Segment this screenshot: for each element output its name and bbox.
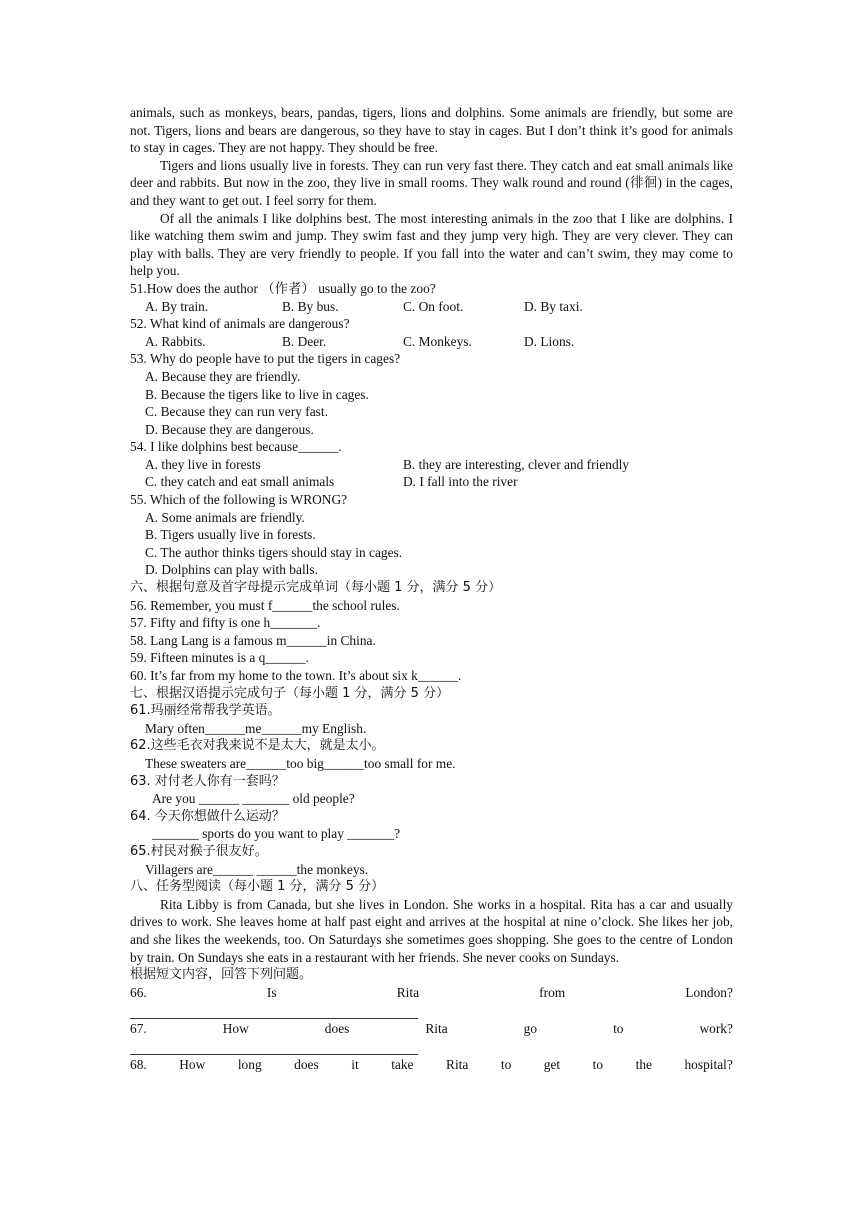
passage-paragraph-2: Tigers and lions usually live in forests. They can run very fast there. They catch and eat small animals like deer and rabbits. But now in the zoo, they live in small rooms. They walk round and round (徘徊) in the cages, and they want to get out. I feel sorry for them. [130,157,733,208]
q67-word: work? [699,1020,733,1036]
section-8-instruction: 根据短文内容，回答下列问题。 [130,967,313,983]
option-d[interactable]: D. Dolphins can play with balls. [145,562,318,578]
question-52-options [130,333,733,351]
option-d[interactable]: D. Because they are dangerous. [145,421,314,437]
option-b[interactable]: B. they are interesting, clever and friendly [403,456,630,472]
q67-word: How [222,1020,249,1036]
option-a[interactable]: A. By train. [145,298,209,314]
question-65-sentence: Villagers are______ ______the monkeys. [145,861,369,877]
option-b[interactable]: B. By bus. [282,298,339,314]
question-58: 58. Lang Lang is a famous m______in China. [130,632,376,648]
q68-word: to [592,1057,604,1073]
q68-word: long [237,1057,262,1073]
q66-word: 66. [130,984,147,1000]
q67-word: to [613,1020,624,1036]
section-8-passage: Rita Libby is from Canada, but she lives in London. She works in a hospital. Rita has a car and usually drives to work. She leaves home at half past eight and arrives at the hospital at nine o’clock. She likes her job, and she likes the weekends, too. On Saturdays she sometimes goes shopping. She goes to the centre of London by train. On Sundays she eats in a restaurant with her friends. She never cooks on Sundays. [130,896,733,965]
q66-word: London? [685,984,733,1000]
question-66 [130,984,733,1002]
q67-word: go [523,1020,538,1036]
question-51-stem: 51.How does the author （作者） usually go to the zoo? [130,280,436,296]
question-67 [130,1020,733,1038]
question-65-prompt: 65.村民对猴子很友好。 [130,843,268,859]
q67-word: 67. [130,1020,147,1036]
question-64-prompt: 64. 今天你想做什么运动？ [130,808,285,824]
page-content [130,104,733,1074]
option-a[interactable]: A. Rabbits. [145,333,206,349]
option-b[interactable]: B. Tigers usually live in forests. [145,527,316,543]
passage-paragraph-3: Of all the animals I like dolphins best. The most interesting animals in the zoo that I like are dolphins. I like watching them swim and jump. They swim fast and they jump very high. They are very clever. They can play with balls. They are very friendly to people. If you fall into the water and can’t swim, they may come to help you. [130,210,733,279]
option-c[interactable]: C. they catch and eat small animals [145,474,335,490]
option-c[interactable]: C. Monkeys. [403,333,472,349]
option-c[interactable]: C. The author thinks tigers should stay in cages. [145,544,403,560]
q68-word: does [294,1057,319,1073]
question-62-sentence: These sweaters are______too big______too small for me. [145,755,456,771]
option-d[interactable]: D. Lions. [524,333,575,349]
q68-word: How [179,1057,206,1073]
q68-word: 68. [130,1057,147,1073]
q66-word: from [539,984,566,1000]
question-54-options-row-1 [130,456,733,474]
question-60: 60. It’s far from my home to the town. It’s about six k______. [130,668,462,683]
option-c[interactable]: C. On foot. [403,298,464,314]
question-63-sentence: Are you ______ _______ old people? [152,791,355,807]
question-54-stem: 54. I like dolphins best because______. [130,439,342,455]
question-56: 56. Remember, you must f______the school rules. [130,597,400,613]
question-68 [130,1056,733,1074]
passage-paragraph-1: animals, such as monkeys, bears, pandas, tigers, lions and dolphins. Some animals are friendly, but some are not. Tigers, lions and bears are dangerous, so they have to stay in cages. But I don’t think it’s good for animals to stay in cages. They are not happy. They should be free. [130,105,733,156]
answer-line-67[interactable] [130,1037,418,1055]
option-b[interactable]: B. Deer. [282,333,327,349]
section-7-heading: 七、根据汉语提示完成句子（每小题 1 分，满分 5 分） [130,685,450,701]
question-61-sentence: Mary often______me______my English. [145,720,367,736]
q68-word: hospital? [684,1057,733,1073]
question-61-prompt: 61.玛丽经常帮我学英语。 [130,703,281,719]
q68-word: the [635,1057,652,1073]
answer-line-66[interactable] [130,1001,418,1019]
option-d[interactable]: D. I fall into the river [403,474,518,490]
question-54-options-row-2 [130,473,733,491]
section-6-heading: 六、根据句意及首字母提示完成单词（每小题 1 分，满分 5 分） [130,580,502,596]
q66-word: Rita [396,984,420,1000]
question-52-stem: 52. What kind of animals are dangerous? [130,316,350,332]
option-c[interactable]: C. Because they can run very fast. [145,404,328,420]
option-a[interactable]: A. Some animals are friendly. [145,509,305,525]
q67-word: does [324,1020,350,1036]
question-64-sentence: _______ sports do you want to play _______? [152,826,401,842]
q68-word: it [351,1057,359,1073]
question-63-prompt: 63. 对付老人你有一套吗？ [130,773,285,789]
question-57: 57. Fifty and fifty is one h_______. [130,615,321,631]
question-55-stem: 55. Which of the following is WRONG? [130,492,348,508]
option-a[interactable]: A. Because they are friendly. [145,368,301,384]
question-62-prompt: 62.这些毛衣对我来说不是太大，就是太小。 [130,738,385,754]
option-a[interactable]: A. they live in forests [145,456,261,472]
q68-word: to [500,1057,512,1073]
q68-word: Rita [446,1057,469,1073]
question-59: 59. Fifteen minutes is a q______. [130,650,309,666]
q68-word: take [391,1057,414,1073]
option-d[interactable]: D. By taxi. [524,298,583,314]
q68-word: get [543,1057,561,1073]
question-53-stem: 53. Why do people have to put the tigers in cages? [130,351,401,367]
question-51-options [130,298,733,316]
section-8-heading: 八、任务型阅读（每小题 1 分，满分 5 分） [130,879,385,895]
q67-word: Rita [425,1020,448,1036]
q66-word: Is [266,984,277,1000]
option-b[interactable]: B. Because the tigers like to live in cages. [145,386,369,402]
